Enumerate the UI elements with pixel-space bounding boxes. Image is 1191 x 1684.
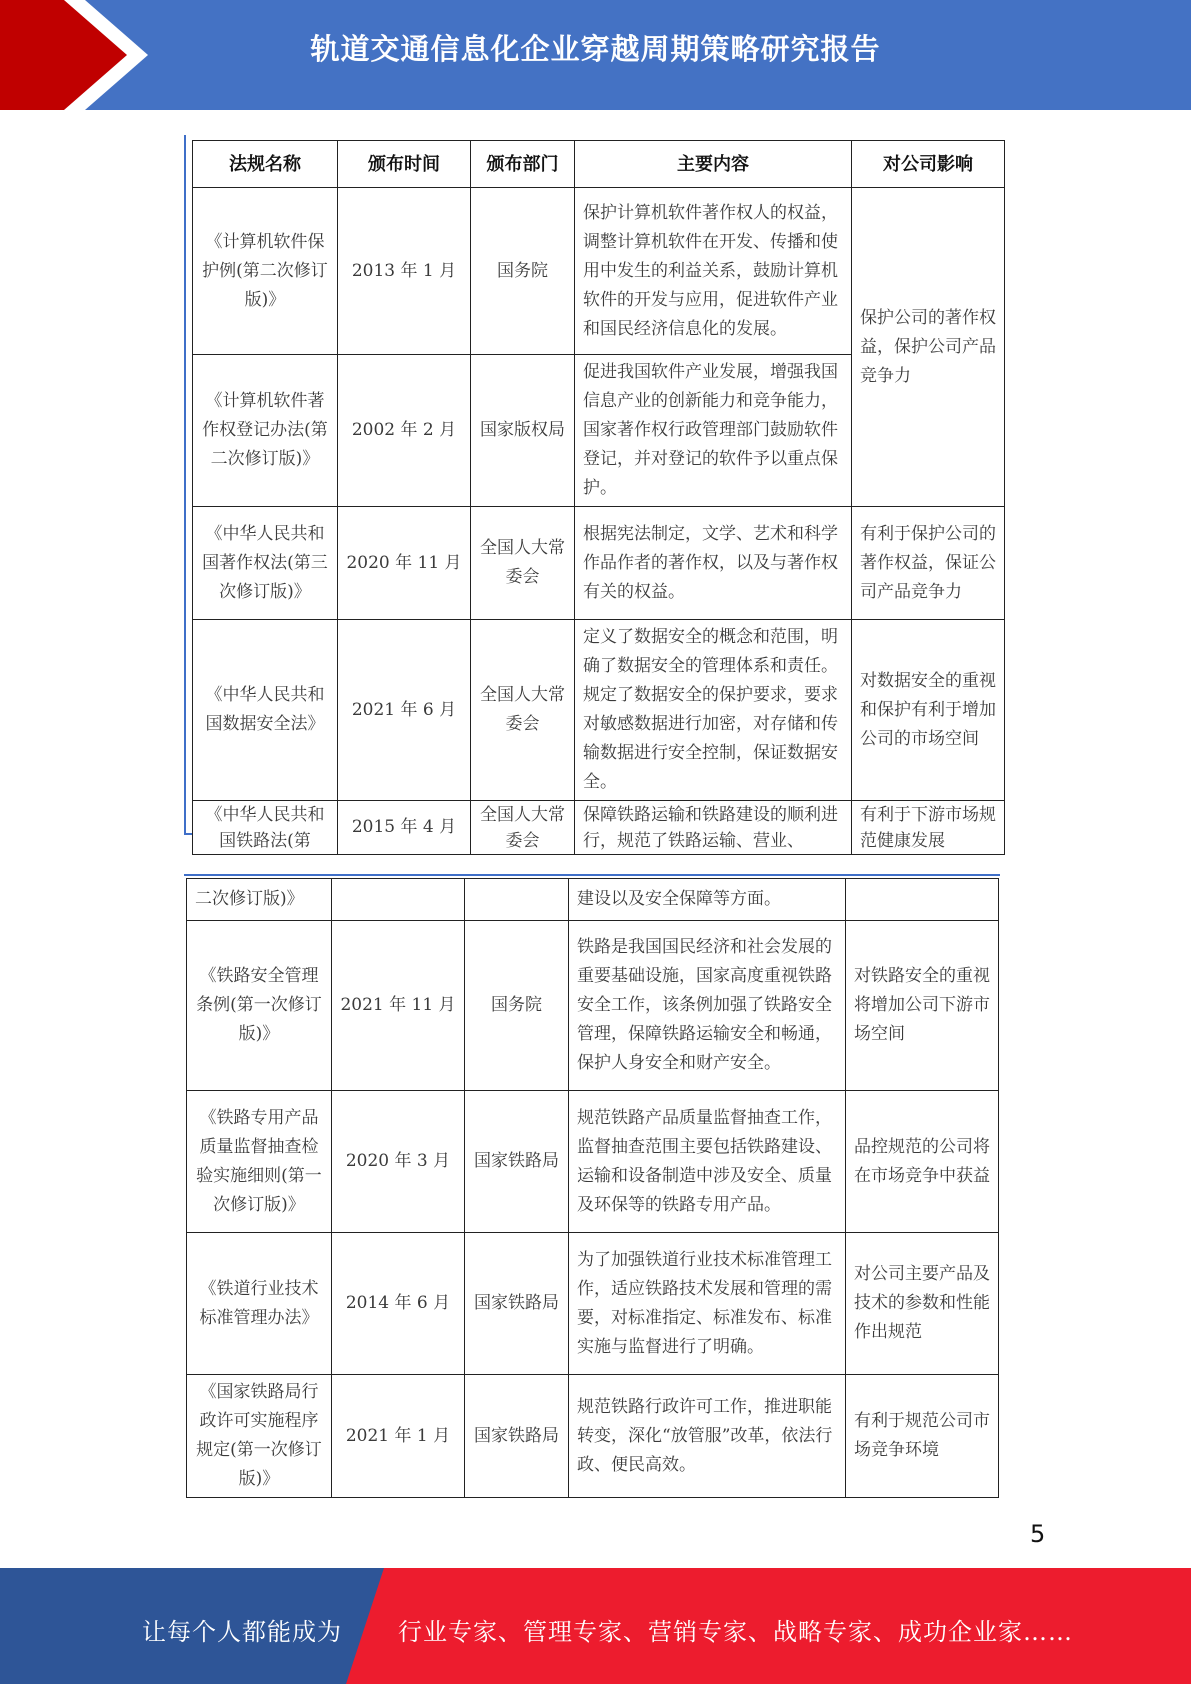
regulation-name: 《铁路安全管理条例(第一次修订版)》: [187, 921, 332, 1091]
table-row: [193, 507, 1005, 620]
main-content: 规范铁路产品质量监督抽查工作，监督抽查范围主要包括铁路建设、运输和设备制造中涉及安全、质量及环保等的铁路专用产品。: [569, 1091, 846, 1233]
footer-slogan-left: 让每个人都能成为: [142, 1618, 342, 1646]
table-row: [187, 1375, 999, 1498]
regulation-name: 《中华人民共和国著作权法(第三次修订版)》: [193, 507, 338, 620]
issue-date: 2020 年 11 月: [338, 507, 471, 620]
main-content: 规范铁路行政许可工作，推进职能转变，深化“放管服”改革，依法行政、便民高效。: [569, 1375, 846, 1498]
regulation-name: 《中华人民共和国数据安全法》: [193, 620, 338, 801]
issuing-dept: [465, 879, 569, 921]
table-row: [187, 1233, 999, 1375]
regulation-name: 《中华人民共和国铁路法(第: [193, 801, 338, 855]
issuing-dept: 国家铁路局: [465, 1375, 569, 1498]
issue-date: 2021 年 1 月: [332, 1375, 465, 1498]
issue-date: 2015 年 4 月: [338, 801, 471, 855]
main-content: 保护计算机软件著作权人的权益，调整计算机软件在开发、传播和使用中发生的利益关系，鼓励计算机软件的开发与应用，促进软件产业和国民经济信息化的发展。: [575, 188, 852, 355]
issue-date: 2013 年 1 月: [338, 188, 471, 355]
header-main-content: 主要内容: [575, 141, 852, 188]
regulations-table-part2: [186, 878, 999, 1498]
issuing-dept: 全国人大常委会: [471, 801, 575, 855]
main-content: 根据宪法制定，文学、艺术和科学作品作者的著作权，以及与著作权有关的权益。: [575, 507, 852, 620]
table-row: [193, 801, 1005, 855]
issue-date: 2014 年 6 月: [332, 1233, 465, 1375]
company-impact: 对数据安全的重视和保护有利于增加公司的市场空间: [852, 620, 1005, 801]
report-title: 轨道交通信息化企业穿越周期策略研究报告: [310, 32, 881, 66]
issuing-dept: 国家版权局: [471, 355, 575, 507]
company-impact: 对公司主要产品及技术的参数和性能作出规范: [846, 1233, 999, 1375]
header-issue-date: 颁布时间: [338, 141, 471, 188]
table-left-accent-line: [184, 135, 186, 835]
header-company-impact: 对公司影响: [852, 141, 1005, 188]
issuing-dept: 全国人大常委会: [471, 507, 575, 620]
issue-date: 2002 年 2 月: [338, 355, 471, 507]
company-impact: 保护公司的著作权益，保护公司产品竞争力: [852, 188, 1005, 507]
page-number: 5: [1030, 1520, 1046, 1548]
issuing-dept: 国务院: [465, 921, 569, 1091]
regulation-name: 二次修订版)》: [187, 879, 332, 921]
issue-date: 2021 年 11 月: [332, 921, 465, 1091]
main-content: 定义了数据安全的概念和范围，明确了数据安全的管理体系和责任。规定了数据安全的保护要求，要求对敏感数据进行加密，对存储和传输数据进行安全控制，保证数据安全。: [575, 620, 852, 801]
regulation-name: 《计算机软件著作权登记办法(第二次修订版)》: [193, 355, 338, 507]
regulation-name: 《铁道行业技术标准管理办法》: [187, 1233, 332, 1375]
header-issuing-dept: 颁布部门: [471, 141, 575, 188]
issuing-dept: 国家铁路局: [465, 1091, 569, 1233]
company-impact: 有利于保护公司的著作权益，保证公司产品竞争力: [852, 507, 1005, 620]
table-header-row: [193, 141, 1005, 188]
main-content: 建设以及安全保障等方面。: [569, 879, 846, 921]
issuing-dept: 国务院: [471, 188, 575, 355]
regulation-name: 《国家铁路局行政许可实施程序规定(第一次修订版)》: [187, 1375, 332, 1498]
issuing-dept: 全国人大常委会: [471, 620, 575, 801]
company-impact: 有利于规范公司市场竞争环境: [846, 1375, 999, 1498]
regulation-name: 《铁路专用产品质量监督抽查检验实施细则(第一次修订版)》: [187, 1091, 332, 1233]
regulation-name: 《计算机软件保护例(第二次修订版)》: [193, 188, 338, 355]
table-row: [187, 1091, 999, 1233]
main-content: 促进我国软件产业发展，增强我国信息产业的创新能力和竞争能力，国家著作权行政管理部门鼓励软件登记，并对登记的软件予以重点保护。: [575, 355, 852, 507]
issuing-dept: 国家铁路局: [465, 1233, 569, 1375]
issue-date: 2021 年 6 月: [338, 620, 471, 801]
table-row: [187, 921, 999, 1091]
table-row: [193, 620, 1005, 801]
main-content: 为了加强铁道行业技术标准管理工作，适应铁路技术发展和管理的需要，对标准指定、标准发布、标准实施与监督进行了明确。: [569, 1233, 846, 1375]
main-content: 保障铁路运输和铁路建设的顺利进行，规范了铁路运输、营业、: [575, 801, 852, 855]
company-impact: [846, 879, 999, 921]
table-row: [187, 879, 999, 921]
issue-date: [332, 879, 465, 921]
regulations-table-part1: [192, 140, 1005, 855]
header-regulation-name: 法规名称: [193, 141, 338, 188]
issue-date: 2020 年 3 月: [332, 1091, 465, 1233]
table-row: [193, 188, 1005, 355]
main-content: 铁路是我国国民经济和社会发展的重要基础设施，国家高度重视铁路安全工作，该条例加强了铁路安全管理，保障铁路运输安全和畅通，保护人身安全和财产安全。: [569, 921, 846, 1091]
footer-slogan-right: 行业专家、管理专家、营销专家、战略专家、成功企业家……: [398, 1618, 1073, 1646]
company-impact: 对铁路安全的重视将增加公司下游市场空间: [846, 921, 999, 1091]
company-impact: 有利于下游市场规范健康发展: [852, 801, 1005, 855]
table2-top-accent-line: [184, 874, 1000, 876]
company-impact: 品控规范的公司将在市场竞争中获益: [846, 1091, 999, 1233]
